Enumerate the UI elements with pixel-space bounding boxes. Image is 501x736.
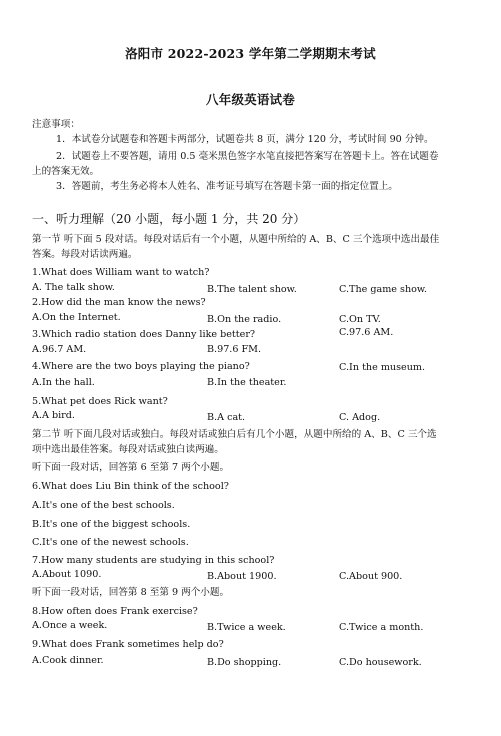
dialogue-intro-8-9: 听下面一段对话，回答第 8 至第 9 两个小题。 (32, 587, 230, 598)
part1-instructions: 第一节 听下面 5 段对话。每段对话后有一个小题，从题中所给的 A、B、C 三个选项中选出最佳 (32, 234, 440, 245)
question-7-option-c: C.About 900. (339, 571, 403, 582)
part2-instructions-cont: 项中选出最佳答案。每段对话或独白读两遍。 (32, 444, 224, 455)
exam-title: 洛阳市 2022-2023 学年第二学期期末考试 (125, 46, 376, 61)
question-9: 9.What does Frank sometimes help do? (32, 639, 224, 650)
question-8-option-b: B.Twice a week. (207, 622, 286, 633)
question-1: 1.What does William want to watch? (32, 267, 210, 278)
question-5-option-b: B.A cat. (207, 412, 246, 423)
question-6: 6.What does Liu Bin think of the school? (32, 481, 229, 492)
question-9-option-a: A.Cook dinner. (32, 655, 104, 666)
question-5: 5.What pet does Rick want? (32, 396, 168, 407)
question-8: 8.How often does Frank exercise? (32, 606, 198, 617)
question-7-option-b: B.About 1900. (207, 571, 277, 582)
note-2-cont: 上的答案无效。 (32, 166, 100, 177)
question-4-option-b: B.In the theater. (207, 377, 287, 388)
section-title: 一、听力理解（20 小题，每小题 1 分，共 20 分） (32, 212, 306, 226)
exam-subtitle: 八年级英语试卷 (206, 92, 295, 107)
question-4-option-c: C.In the museum. (339, 362, 426, 373)
question-9-option-c: C.Do housework. (339, 657, 422, 668)
note-2: 2．试题卷上不要答题，请用 0.5 毫米黑色签字水笔直接把答案写在答题卡上。答在试题卷 (56, 151, 439, 162)
question-7-option-a: A.About 1090. (32, 569, 102, 580)
question-2-option-b: B.On the radio. (207, 314, 282, 325)
question-2-option-a: A.On the Internet. (32, 312, 121, 323)
question-3-option-c: C.97.6 AM. (339, 327, 394, 338)
note-1: 1．本试卷分试题卷和答题卡两部分，试题卷共 8 页，满分 120 分，考试时间 90 分钟。 (56, 134, 434, 145)
question-4-option-a: A.In the hall. (32, 377, 95, 388)
question-3: 3.Which radio station does Danny like better? (32, 329, 256, 340)
question-3-option-b: B.97.6 FM. (207, 344, 262, 355)
question-1-option-c: C.The game show. (339, 284, 428, 295)
question-8-option-a: A.Once a week. (32, 620, 108, 631)
notes-heading: 注意事项： (32, 119, 80, 130)
question-7: 7.How many students are studying in this school? (32, 555, 275, 566)
question-3-option-a: A.96.7 AM. (32, 344, 87, 355)
question-8-option-c: C.Twice a month. (339, 622, 424, 633)
part2-instructions: 第二节 听下面几段对话或独白。每段对话或独白后有几个小题，从题中所给的 A、B、C 三个选 (32, 429, 437, 440)
question-1-option-a: A. The talk show. (32, 282, 115, 293)
part1-instructions-cont: 答案。每段对话读两遍。 (32, 249, 138, 260)
question-9-option-b: B.Do shopping. (207, 657, 282, 668)
question-5-option-a: A.A bird. (32, 410, 75, 421)
question-6-option-c: C.It's one of the newest schools. (32, 537, 189, 548)
question-5-option-c: C. Adog. (339, 412, 381, 423)
question-2-option-c: C.On TV. (339, 314, 381, 325)
question-4: 4.Where are the two boys playing the piano? (32, 361, 250, 372)
question-6-option-a: A.It's one of the best schools. (32, 500, 175, 511)
dialogue-intro-6-7: 听下面一段对话，回答第 6 至第 7 两个小题。 (32, 462, 230, 473)
question-2: 2.How did the man know the news? (32, 297, 206, 308)
note-3: 3．答题前，考生务必将本人姓名、准考证号填写在答题卡第一面的指定位置上。 (56, 181, 398, 192)
question-6-option-b: B.It's one of the biggest schools. (32, 519, 191, 530)
question-1-option-b: B.The talent show. (207, 284, 297, 295)
